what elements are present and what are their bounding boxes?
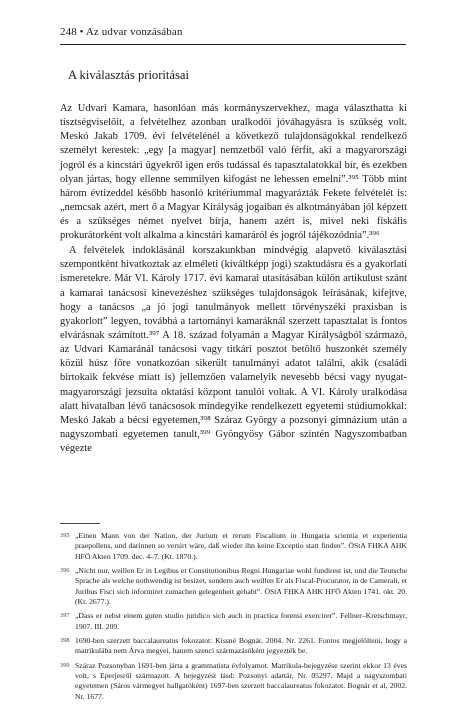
- footnote-text: „Nicht nur, weillen Er in Legibus et Constitutionibus Regni Hungariae wohl fundirest ist, und die Teutsche Sprache als welche nothwendig ist besizet, sondern auch weillen Er als Fiscal-Procurator, in de Camerali, et Juribus Fisci sich informiret zumachen gelegenheit gehabt”. ÖStA FHKA AHK HFÖ Akten 1741. okt. 20. (Kt. 2677.).: [75, 566, 407, 607]
- footnote-number: 395: [60, 532, 70, 539]
- footnotes: [60, 531, 407, 706]
- running-header: [60, 26, 406, 45]
- footnote-number: 398: [60, 637, 70, 645]
- page-number: 248: [60, 26, 77, 38]
- footnote-number: 396: [60, 567, 70, 575]
- header-separator: •: [79, 26, 84, 38]
- running-title: Az udvar vonzásában: [85, 26, 183, 38]
- footnote: [60, 566, 407, 608]
- footnote-number: 399: [60, 661, 70, 669]
- footnote: [60, 636, 407, 657]
- footnote: [60, 531, 407, 562]
- footnote-text: Száraz Pozsonyban 1691-ben járta a grammatista évfolyamot. Matrikula-bejegyzése szerint ekkor 13 éves volt, s Eperjesről származott. A bejegyzést lásd: Pozsonyi adattár, Nr. 05297. Majd a nagyszombati egyetemen (Sáros vármegyei hallgatóként) 1697-ben szerzett baccalaureatus fokozatot. Bognár et al, 2002. Nr. 1677.: [75, 660, 407, 701]
- footnote-text: 1690-ben szerzett baccalaureatus fokozatot: Kissné Bognár, 2004. Nr. 2261. Fontos megjelölteni, hogy a matrikulába nem Árva megyei, hanem szenci származásúként jegyezték be.: [75, 636, 407, 656]
- section-title: A kiválasztás prioritásai: [68, 68, 190, 82]
- paragraph: A felvételek indoklásánál korszakunkban mindvégig alapvető kiválasztási szempontként hivatkoztak az elméleti (kiváltképp jogi) szaktudásra és a gyakorlati ismeretekre. Már VI. Károly 1717. évi kamarai utasításában külön artikulust szánt a kamarai tanácsosi kinevezéshez szükséges tulajdonságok leírásának, kifejtve, hogy a tanácsos „a jó jogi tanulmányok mellett törvényszéki praxisban is gyakorlott” legyen, továbbá a tartományi kamaráknál szerzett tapasztalat is fontos elvárásnak számított.³⁹⁷ A 18. század folyamán a Magyar Királyságból származó, az Udvari Kamaránál tanácsosi vagy titkári posztot betöltő huszonkét személy közül húsz főre vonatkozóan sikerült tanulmányi adatot találni, akik (családi birtokaik fekvése miatt is) jellemzően valamelyik nevesebb bécsi vagy nyugat-magyarországi jezsuita oktatási központ tanulói voltak. A VI. Károly uralkodása alatt hivatalban lévő tanácsosok mindegyike rendelkezett egyetemi stúdiumokkal: Meskó Jakab a bécsi egyetemen,³⁹⁸ Száraz György a pozsonyi gimnázium után a nagyszombati egyetemen tanult,³⁹⁹ Gyöngyösy Gábor szintén Nagyszombatban végezte: [60, 245, 407, 455]
- footnote-number: 397: [60, 612, 70, 620]
- paragraph: Az Udvari Kamara, hasonlóan más kormányszervekhez, maga választhatta ki tisztségviselőit, a felvételhez azonban uralkodói jóváhagyásra is szükség volt. Meskó Jakab 1709. évi felvételénél a következő tulajdonságokkal rendelkező személyt kerestek: „egy [a magyar] nemzetből való férfit, aki a magyarországi jogról és a kincstári ügyekről igen erős tudással és tapasztalatokkal bír, és ezekben olyan jártas, hogy ellenne semmilyen kifogást ne lehessen emelni”.³⁹⁵ Több mint három évtizeddel később hasonló kritériummal magyarázták Fekete felvételét is: „nemcsak azért, mert ő a Magyar Királyság jogaiban és alkotmányában jól képzett és a szükséges német nyelvet bírja, hanem azért is, mivel neki fiskális prokurátorként volt alkalma a kincstári kamaráról és jogról tájékozódnia”.³⁹⁶: [60, 103, 407, 242]
- footnote-divider: [60, 523, 100, 524]
- body-text: [60, 102, 407, 456]
- footnote-text: „Dass er nebst einem guten studio juridico sich auch in practica forensi exercirer”. Fellner–Kretschmayr, 1907. III. 209.: [75, 611, 407, 631]
- footnote: [60, 611, 407, 632]
- footnote-text: „Einen Mann von der Nation, der Jurium et rerum Fiscalium in Hungaria scientia et experientia praepollens, und darinnen so versirt wäre, daß wieder ihn keine Exceptio statt finden”. ÖStA FHKA AHK HFÖ Akten 1709. dec. 4–7. (Kt. 1870.).: [75, 531, 407, 561]
